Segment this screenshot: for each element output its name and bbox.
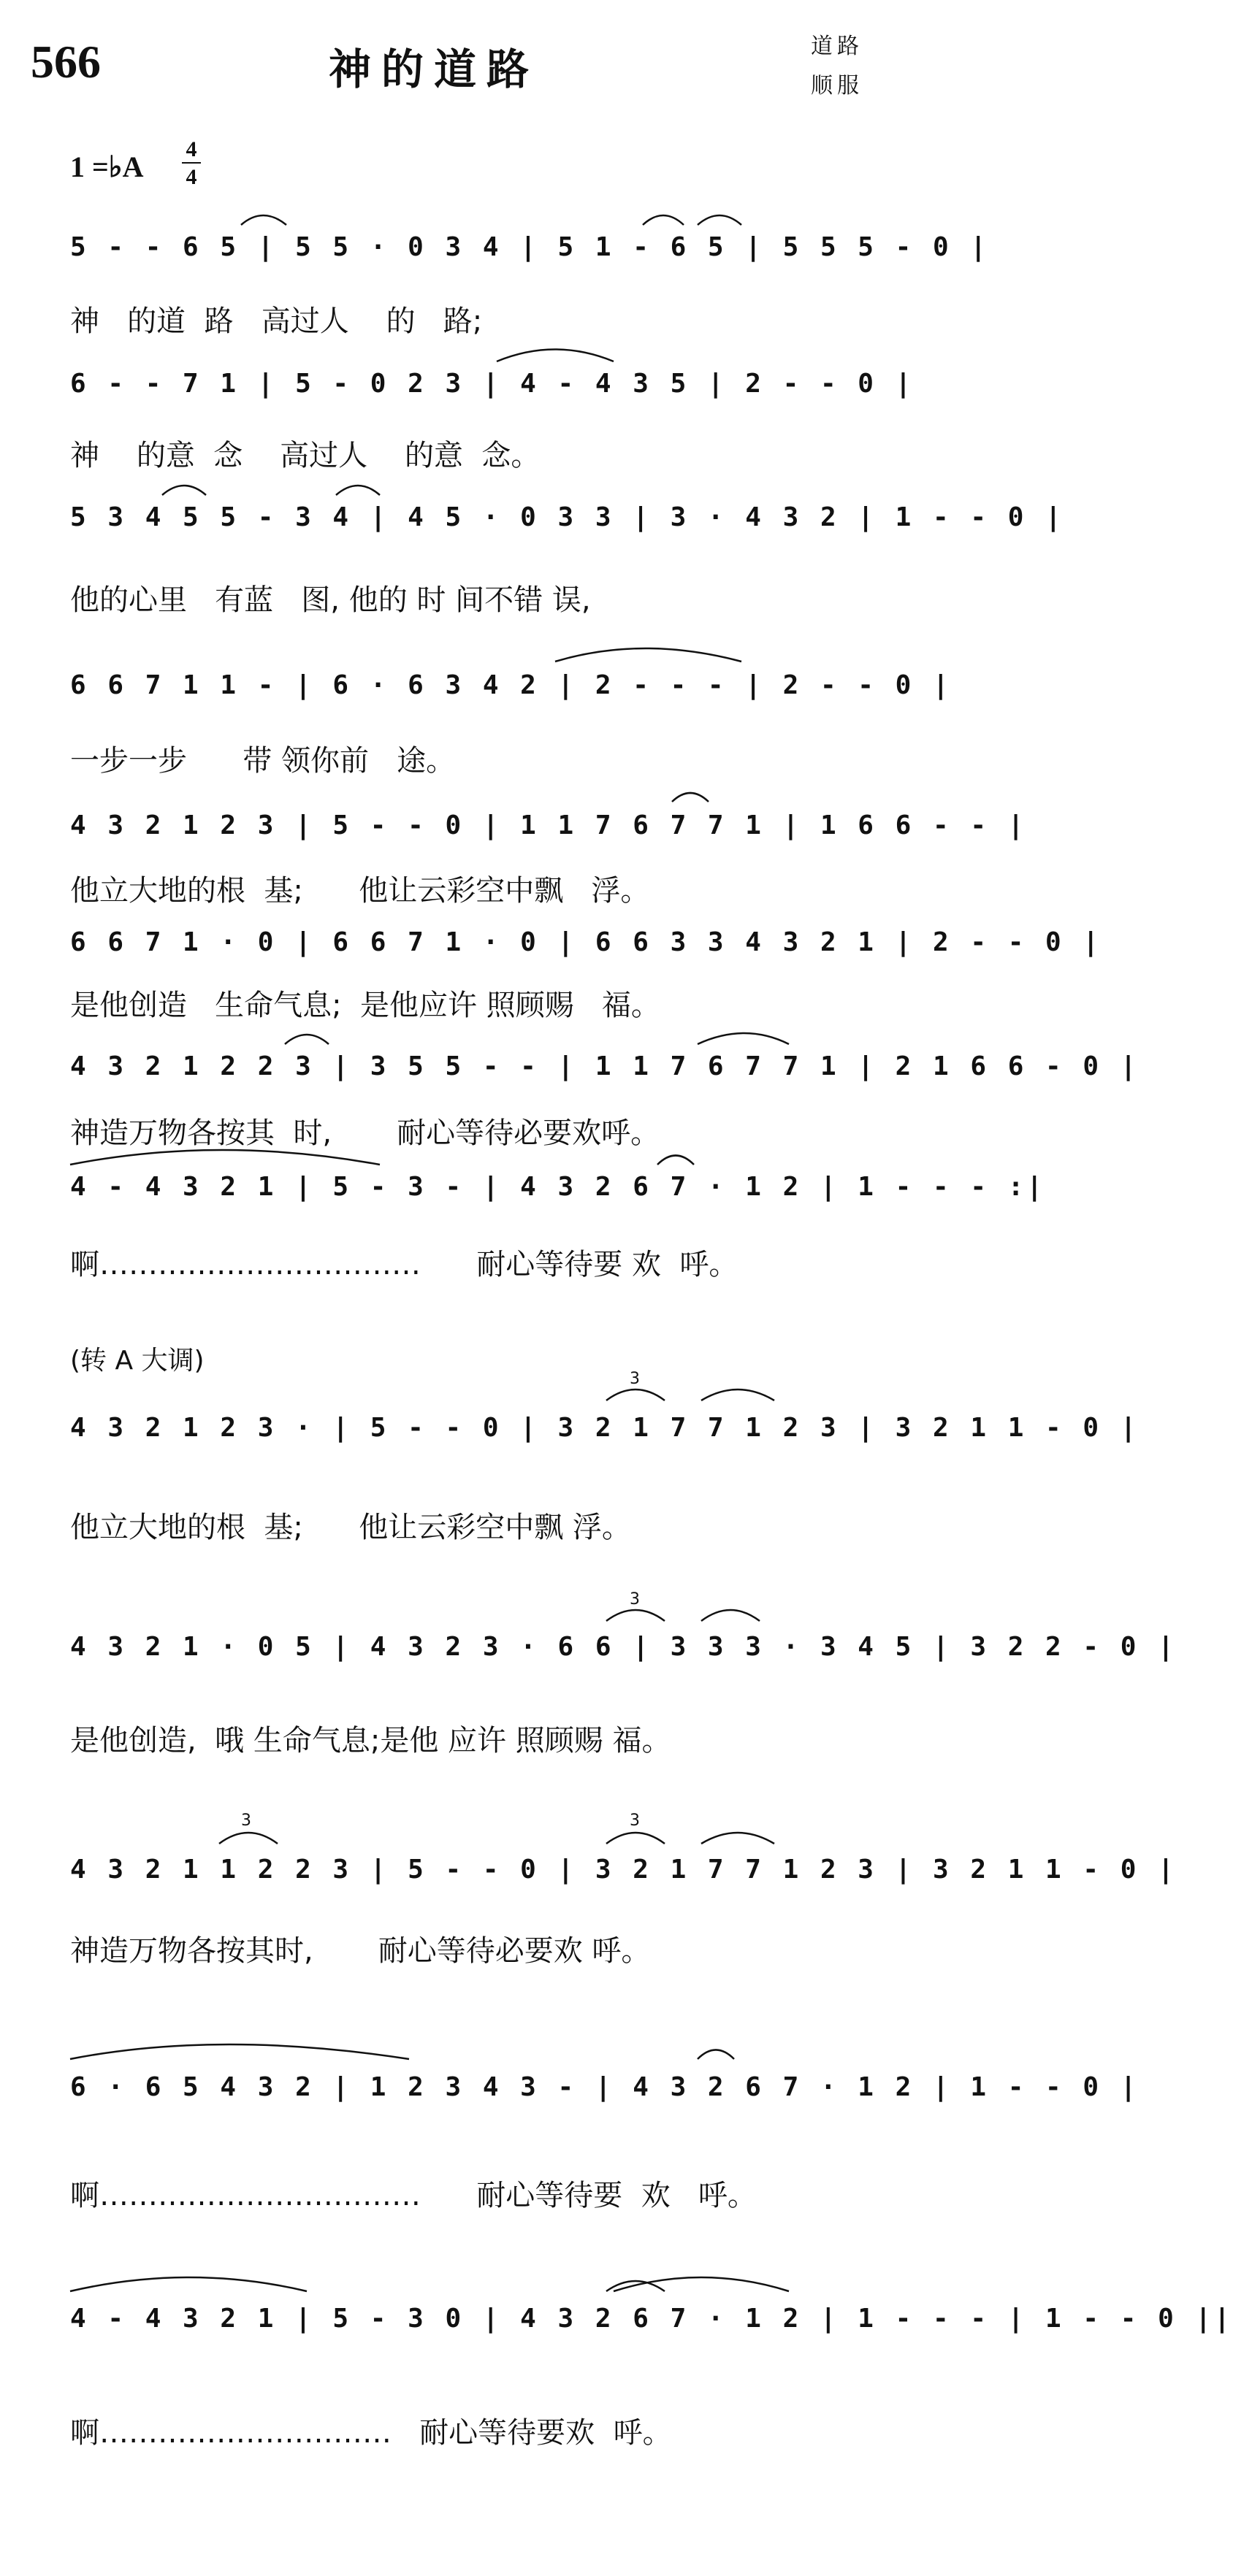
lyric-line-13: 啊………………………… 耐心等待要欢 呼。 — [70, 2416, 672, 2450]
lyric-line-11: 神造万物各按其时, 耐心等待必要欢 呼。 — [70, 1934, 651, 1968]
key-signature: 1 =♭A — [70, 150, 144, 183]
slur — [70, 1150, 380, 1165]
slur — [701, 1610, 760, 1621]
slur — [698, 2050, 734, 2060]
staff-line-5: 4 3 2 1 2 3 | 5 - - 0 | 1 1 7 6 7 7 1 | 1 6 6 - - | — [70, 810, 1027, 840]
slur — [614, 2277, 789, 2291]
lyric-line-8: 啊…………………………… 耐心等待要 欢 呼。 — [70, 1248, 738, 1281]
staff-line-10: 4 3 2 1 · 0 5 | 4 3 2 3 · 6 6 | 3 3 3 · 3 4 5 | 3 2 2 - 0 | — [70, 1632, 1177, 1662]
slur — [643, 215, 684, 225]
staff-line-8: 4 - 4 3 2 1 | 5 - 3 - | 4 3 2 6 7 · 1 2 | 1 - - - :| — [70, 1172, 1046, 1202]
triplet-mark: 3 — [630, 1590, 640, 1609]
lyric-line-2: 神 的意 念 高过人 的意 念。 — [70, 439, 541, 472]
credit-line-1: 道路 — [811, 34, 863, 59]
time-signature-bottom: 4 — [186, 165, 197, 189]
slur — [701, 1833, 774, 1844]
triplet-mark: 3 — [630, 1812, 640, 1830]
time-signature-top: 4 — [186, 137, 197, 161]
slur — [701, 1389, 774, 1400]
slur — [606, 1833, 665, 1844]
lyric-line-5: 他立大地的根 基; 他让云彩空中飘 浮。 — [70, 874, 650, 908]
slur — [606, 1610, 665, 1621]
modulation-note: (转 A 大调) — [70, 1346, 205, 1376]
lyric-line-10: 是他创造, 哦 生命气息;是他 应许 照顾赐 福。 — [70, 1724, 671, 1757]
staff-line-4: 6 6 7 1 1 - | 6 · 6 3 4 2 | 2 - - - | 2 - - 0 | — [70, 670, 952, 700]
slur — [672, 793, 709, 802]
lyric-line-7: 神造万物各按其 时, 耐心等待必要欢呼。 — [70, 1116, 660, 1150]
slur — [219, 1833, 278, 1844]
credit-line-2: 顺服 — [811, 73, 863, 99]
staff-line-12: 6 · 6 5 4 3 2 | 1 2 3 4 3 - | 4 3 2 6 7 · 1 2 | 1 - - 0 | — [70, 2072, 1140, 2102]
slur — [606, 1389, 665, 1400]
staff-line-2: 6 - - 7 1 | 5 - 0 2 3 | 4 - 4 3 5 | 2 - - 0 | — [70, 369, 915, 399]
slur — [555, 648, 741, 662]
slur — [70, 2044, 409, 2059]
staff-line-6: 6 6 7 1 · 0 | 6 6 7 1 · 0 | 6 6 3 3 4 3 2 1 | 2 - - 0 | — [70, 927, 1102, 957]
lyric-line-6: 是他创造 生命气息; 是他应许 照顾赐 福。 — [70, 989, 660, 1022]
staff-line-11: 4 3 2 1 1 2 2 3 | 5 - - 0 | 3 2 1 7 7 1 2 3 | 3 2 1 1 - 0 | — [70, 1855, 1177, 1885]
slur — [285, 1035, 329, 1044]
staff-line-9: 4 3 2 1 2 3 · | 5 - - 0 | 3 2 1 7 7 1 2 3 | 3 2 1 1 - 0 | — [70, 1413, 1140, 1443]
slur — [606, 2281, 665, 2291]
lyric-line-12: 啊…………………………… 耐心等待要 欢 呼。 — [70, 2179, 757, 2212]
lyric-line-9: 他立大地的根 基; 他让云彩空中飘 浮。 — [70, 1511, 631, 1544]
hymn-title: 神的道路 — [329, 45, 540, 94]
staff-line-1: 5 - - 6 5 | 5 5 · 0 3 4 | 5 1 - 6 5 | 5 5 5 - 0 | — [70, 232, 990, 262]
staff-line-7: 4 3 2 1 2 2 3 | 3 5 5 - - | 1 1 7 6 7 7 1 | 2 1 6 6 - 0 | — [70, 1051, 1140, 1081]
slur — [657, 1156, 694, 1165]
slur — [241, 215, 286, 225]
hymn-number: 566 — [31, 36, 101, 88]
slur — [698, 1033, 789, 1044]
lyric-line-4: 一步一步 带 领你前 途。 — [70, 744, 456, 778]
lyric-line-3: 他的心里 有蓝 图, 他的 时 间不错 误, — [70, 583, 591, 617]
staff-line-3: 5 3 4 5 5 - 3 4 | 4 5 · 0 3 3 | 3 · 4 3 2 | 1 - - 0 | — [70, 502, 1064, 532]
slur — [336, 486, 380, 495]
lyric-line-1: 神 的道 路 高过人 的 路; — [70, 304, 483, 338]
slur — [497, 350, 614, 362]
staff-line-13: 4 - 4 3 2 1 | 5 - 3 0 | 4 3 2 6 7 · 1 2 | 1 - - - | 1 - - 0 || — [70, 2304, 1233, 2334]
slur — [162, 486, 206, 495]
triplet-mark: 3 — [241, 1812, 251, 1830]
triplet-mark: 3 — [630, 1370, 640, 1388]
slur — [70, 2277, 307, 2291]
slur — [698, 215, 741, 225]
